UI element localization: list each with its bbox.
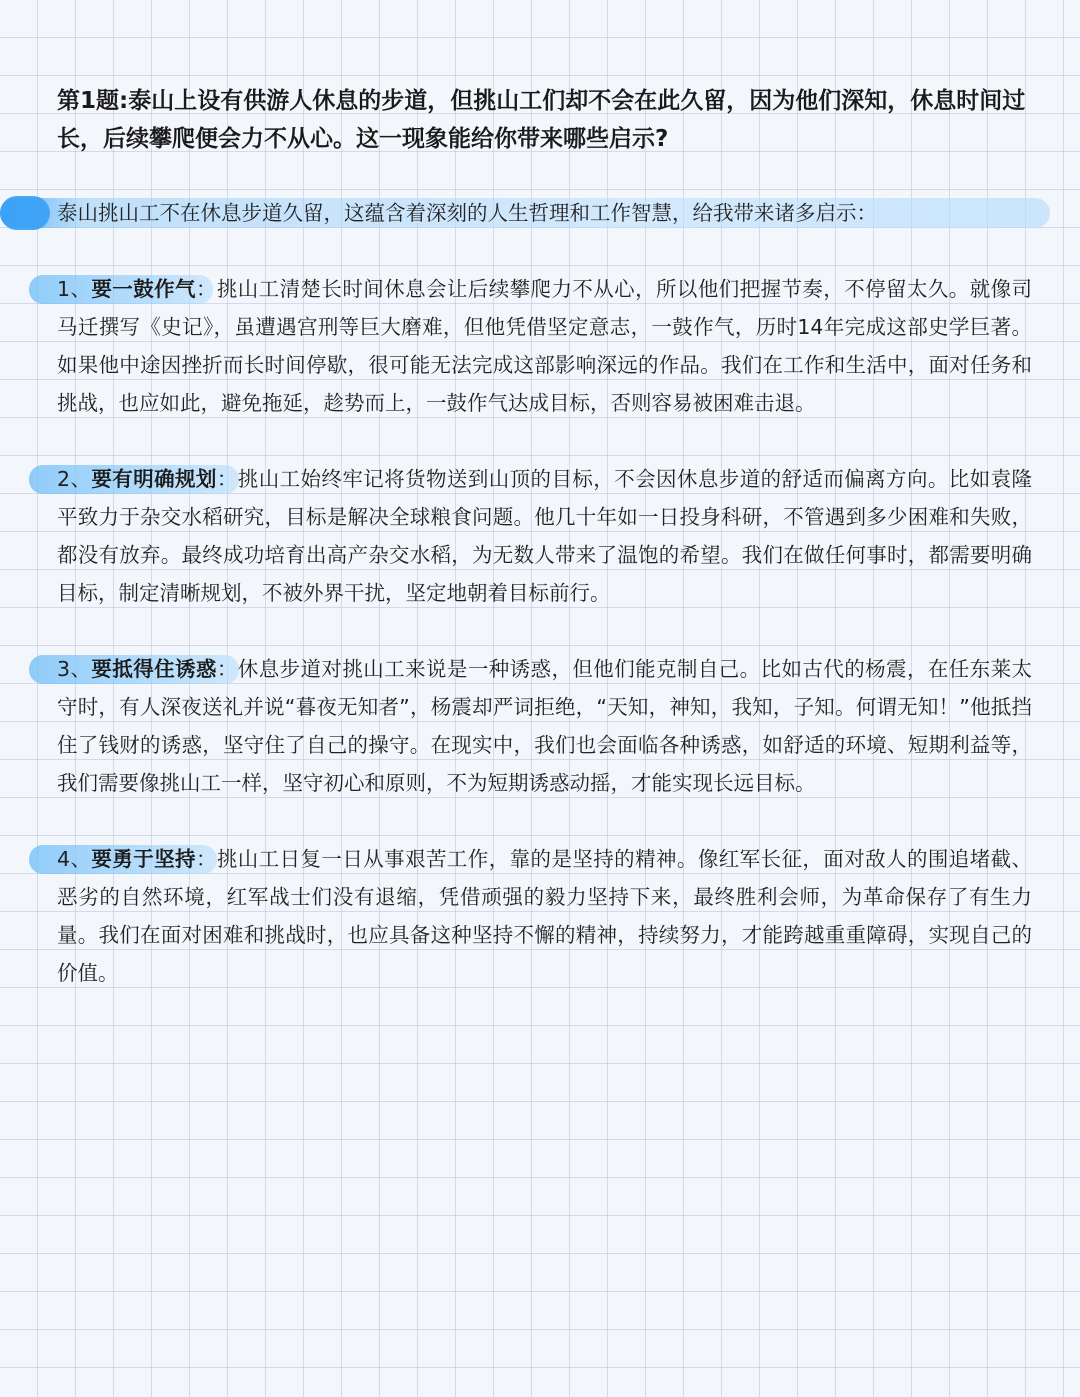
point-2-text	[57, 467, 1032, 605]
intro-text: 泰山挑山工不在休息步道久留，这蕴含着深刻的人生哲理和工作智慧，给我带来诸多启示：	[57, 201, 877, 225]
point-keyword: 要有明确规划	[91, 467, 217, 491]
highlight-dot	[0, 196, 50, 230]
point-colon: ：	[216, 657, 238, 681]
point-colon: ：	[216, 467, 238, 491]
point-body: 挑山工清楚长时间休息会让后续攀爬力不从心，所以他们把握节奏，不停留太久。就像司马迁撰写《史记》，虽遭遇宫刑等巨大磨难，但他凭借坚定意志，一鼓作气，历时14年完成这部史学巨著。如果他中途因挫折而长时间停歇，很可能无法完成这部影响深远的作品。我们在工作和生活中，面对任务和挑战，也应如此，避免拖延，趁势而上，一鼓作气达成目标，否则容易被困难击退。	[57, 277, 1033, 415]
point-colon: ：	[195, 277, 217, 301]
point-number: 2、	[57, 467, 92, 491]
intro-paragraph	[57, 194, 1032, 232]
point-4-text	[57, 847, 1032, 985]
point-3	[57, 650, 1032, 802]
point-3-text	[57, 657, 1032, 795]
point-body: 挑山工始终牢记将货物送到山顶的目标，不会因休息步道的舒适而偏离方向。比如袁隆平致力于杂交水稻研究，目标是解决全球粮食问题。他几十年如一日投身科研，不管遇到多少困难和失败，都没有放弃。最终成功培育出高产杂交水稻，为无数人带来了温饱的希望。我们在做任何事时，都需要明确目标，制定清晰规划，不被外界干扰，坚定地朝着目标前行。	[57, 467, 1033, 605]
point-keyword: 要勇于坚持	[91, 847, 196, 871]
point-1-text	[57, 277, 1032, 415]
point-body: 休息步道对挑山工来说是一种诱惑，但他们能克制自己。比如古代的杨震，在任东莱太守时，有人深夜送礼并说“暮夜无知者”，杨震却严词拒绝，“天知，神知，我知，子知。何谓无知！”他抵挡住了钱财的诱惑，坚守住了自己的操守。在现实中，我们也会面临各种诱惑，如舒适的环境、短期利益等，我们需要像挑山工一样，坚守初心和原则，不为短期诱惑动摇，才能实现长远目标。	[57, 657, 1033, 795]
point-number: 4、	[57, 847, 92, 871]
document	[57, 82, 1032, 1030]
point-colon: ：	[195, 847, 217, 871]
point-keyword: 要一鼓作气	[91, 277, 196, 301]
point-4	[57, 840, 1032, 992]
point-keyword: 要抵得住诱惑	[91, 657, 217, 681]
point-number: 3、	[57, 657, 92, 681]
point-number: 1、	[57, 277, 92, 301]
point-body: 挑山工日复一日从事艰苦工作，靠的是坚持的精神。像红军长征，面对敌人的围追堵截、恶劣的自然环境，红军战士们没有退缩，凭借顽强的毅力坚持下来，最终胜利会师，为革命保存了有生力量。我们在面对困难和挑战时，也应具备这种坚持不懈的精神，持续努力，才能跨越重重障碍，实现自己的价值。	[57, 847, 1033, 985]
point-1	[57, 270, 1032, 422]
question-title: 第1题:泰山上设有供游人休息的步道，但挑山工们却不会在此久留，因为他们深知，休息时间过长，后续攀爬便会力不从心。这一现象能给你带来哪些启示?	[57, 88, 1026, 152]
point-2	[57, 460, 1032, 612]
